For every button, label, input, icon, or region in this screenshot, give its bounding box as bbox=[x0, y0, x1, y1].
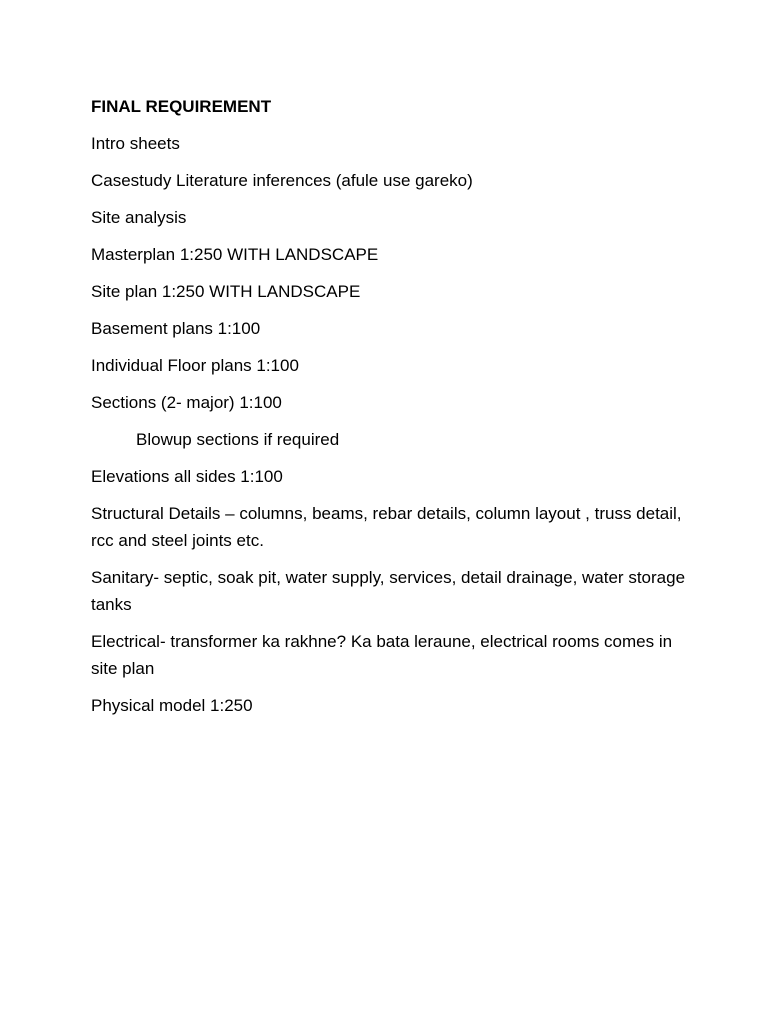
requirement-line: Casestudy Literature inferences (afule use gareko) bbox=[91, 171, 473, 190]
requirement-list bbox=[91, 130, 691, 719]
requirement-line: Sections (2- major) 1:100 bbox=[91, 393, 282, 412]
requirement-line: Individual Floor plans 1:100 bbox=[91, 356, 299, 375]
requirement-line: Masterplan 1:250 WITH LANDSCAPE bbox=[91, 245, 379, 264]
requirement-line: Intro sheets bbox=[91, 134, 180, 153]
document-title: FINAL REQUIREMENT bbox=[91, 97, 272, 116]
requirement-subline: Blowup sections if required bbox=[136, 430, 340, 449]
requirement-line: Site plan 1:250 WITH LANDSCAPE bbox=[91, 282, 361, 301]
requirement-line: Basement plans 1:100 bbox=[91, 319, 261, 338]
requirement-line: Electrical- transformer ka rakhne? Ka bata leraune, electrical rooms comes in site plan bbox=[91, 632, 673, 678]
requirement-line: Elevations all sides 1:100 bbox=[91, 467, 283, 486]
requirement-line: Physical model 1:250 bbox=[91, 696, 253, 715]
requirement-line: Site analysis bbox=[91, 208, 187, 227]
document-body bbox=[91, 93, 691, 729]
requirement-line: Sanitary- septic, soak pit, water supply, services, detail drainage, water storage tanks bbox=[91, 568, 686, 614]
requirement-line: Structural Details – columns, beams, rebar details, column layout , truss detail, rcc and steel joints etc. bbox=[91, 504, 682, 550]
